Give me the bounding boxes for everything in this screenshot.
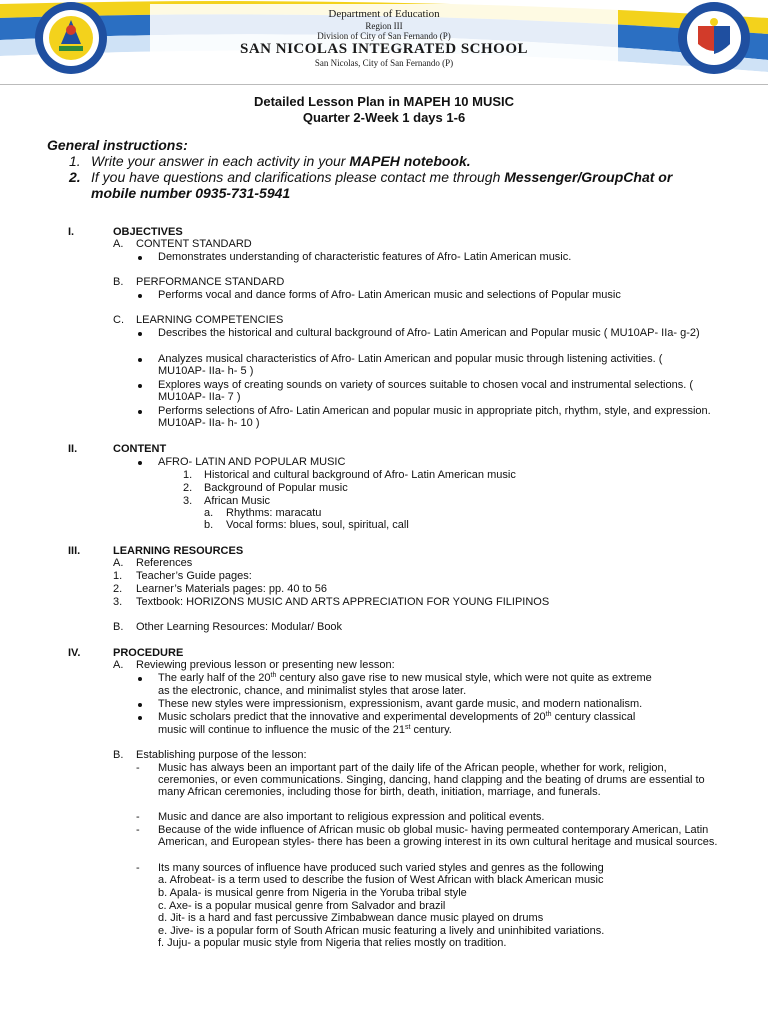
subsection-title: LEARNING COMPETENCIES	[136, 314, 284, 326]
list-item: AFRO- LATIN AND POPULAR MUSIC	[158, 456, 346, 468]
bullet-icon	[138, 294, 142, 298]
list-number: 1.	[183, 469, 193, 481]
instruction-number: 1.	[69, 153, 81, 169]
list-item: Describes the historical and cultural background of Afro- Latin American and Popular music ( MU10AP- IIa- g-2)	[158, 327, 700, 339]
subsection-title: Other Learning Resources: Modular/ Book	[136, 621, 343, 633]
dash-marker: -	[136, 862, 140, 874]
subsection-label: A.	[113, 557, 124, 569]
header-banner	[0, 0, 768, 82]
list-item: Rhythms: maracatu	[226, 507, 322, 519]
list-number: 2.	[183, 482, 193, 494]
list-item: Performs vocal and dance forms of Afro- Latin American music and selections of Popular music	[158, 289, 621, 301]
bullet-icon	[138, 410, 142, 414]
list-item: Historical and cultural background of Afro- Latin American music	[204, 469, 516, 481]
bullet-icon	[138, 256, 142, 260]
deped-seal-logo	[676, 0, 752, 76]
genre-item: d. Jit- is a hard and fast percussive Zimbabwean dance music played on drums	[158, 912, 544, 924]
section-heading: LEARNING RESOURCES	[113, 545, 244, 557]
dash-marker: -	[136, 762, 140, 774]
subsection-label: A.	[113, 238, 124, 250]
list-item: Explores ways of creating sounds on variety of sources suitable to chosen vocal and instrumental selections. ( MU10AP- IIa- 7 )	[158, 379, 693, 403]
region-name: Region III	[365, 21, 403, 31]
school-seal-logo	[33, 0, 109, 76]
genre-item: a. Afrobeat- is a term used to describe the fusion of West African with black American music	[158, 874, 604, 886]
bullet-icon	[138, 703, 142, 707]
bullet-icon	[138, 461, 142, 465]
bullet-icon	[138, 332, 142, 336]
list-item: Learner’s Materials pages: pp. 40 to 56	[136, 583, 327, 595]
list-item: Teacher’s Guide pages:	[136, 570, 252, 582]
list-item: Performs selections of Afro- Latin American and popular music in appropriate pitch, rhythm, style, and expression. MU10AP- IIa- h- 10 )	[158, 405, 711, 429]
section-number: II.	[68, 443, 78, 455]
instruction-number: 2.	[69, 169, 81, 185]
subsection-label: B.	[113, 621, 124, 633]
subsection-label: C.	[113, 314, 124, 326]
section-heading: CONTENT	[113, 443, 167, 455]
list-item: Textbook: HORIZONS MUSIC AND ARTS APPRECIATION FOR YOUNG FILIPINOS	[136, 596, 550, 608]
list-letter: b.	[204, 519, 214, 531]
list-item: Analyzes musical characteristics of Afro- Latin American and popular music through listening activities. ( MU10AP- IIa- h- 5 )	[158, 353, 663, 377]
bullet-icon	[138, 716, 142, 720]
paragraph: Its many sources of influence have produced such varied styles and genres as the following	[158, 862, 604, 874]
paragraph: Music has always been an important part of the daily life of the African people, whether for work, religion, ceremonies, or even communications. Singing, dancing, hand clapping and the beating of drums are essential to many African ceremonies, including those for birth, death, initiation, marriage, and funerals.	[158, 762, 705, 798]
section-heading: OBJECTIVES	[113, 226, 183, 238]
section-heading: PROCEDURE	[113, 647, 184, 659]
school-address: San Nicolas, City of San Fernando (P)	[314, 58, 454, 68]
section-number: IV.	[68, 647, 81, 659]
list-number: 2.	[113, 583, 123, 595]
list-item: African Music	[204, 495, 271, 507]
list-item: The early half of the 20th century also gave rise to new musical style, which were not quite as extreme	[158, 672, 652, 684]
list-letter: a.	[204, 507, 214, 519]
genre-item: e. Jive- is a popular form of South African music featuring a lively and uninhibited variations.	[158, 925, 605, 937]
paragraph: Because of the wide influence of African music ob global music- having permeated contemporary American, Latin American, and European styles- there has been a growing interest in its own cultural heritage and musical sources.	[158, 824, 718, 848]
list-number: 3.	[113, 596, 123, 608]
list-item: Music scholars predict that the innovative and experimental developments of 20th century classical	[158, 711, 636, 723]
department-name: Department of Education	[328, 8, 440, 20]
list-item-continued: music will continue to influence the music of the 21st century.	[158, 724, 452, 736]
genre-item: f. Juju- a popular music style from Nigeria that relies mostly on tradition.	[158, 937, 507, 949]
instructions-heading: General instructions:	[47, 137, 188, 153]
subsection-label: B.	[113, 276, 124, 288]
list-item-continued: as the electronic, chance, and minimalist styles that arose later.	[158, 685, 467, 697]
list-item: These new styles were impressionism, expressionism, avant garde music, and modern nationalism.	[158, 698, 643, 710]
bullet-icon	[138, 384, 142, 388]
lesson-plan-subtitle: Quarter 2-Week 1 days 1-6	[302, 110, 466, 125]
list-item: Background of Popular music	[204, 482, 348, 494]
division-name: Division of City of San Fernando (P)	[317, 31, 451, 41]
subsection-title: References	[136, 557, 193, 569]
subsection-title: CONTENT STANDARD	[136, 238, 252, 250]
lesson-plan-title: Detailed Lesson Plan in MAPEH 10 MUSIC	[253, 94, 515, 109]
list-item: Demonstrates understanding of characteristic features of Afro- Latin American music.	[158, 251, 572, 263]
header-divider	[0, 84, 768, 85]
school-name: SAN NICOLAS INTEGRATED SCHOOL	[239, 41, 529, 57]
subsection-title: Establishing purpose of the lesson:	[136, 749, 307, 761]
bullet-icon	[138, 677, 142, 681]
dash-marker: -	[136, 811, 140, 823]
list-number: 3.	[183, 495, 193, 507]
instruction-item-contact: mobile number 0935-731-5941	[91, 185, 291, 201]
paragraph: Music and dance are also important to religious expression and political events.	[158, 811, 545, 823]
list-number: 1.	[113, 570, 123, 582]
genre-item: b. Apala- is musical genre from Nigeria in the Yoruba tribal style	[158, 887, 467, 899]
header-text	[160, 8, 608, 68]
bullet-icon	[138, 358, 142, 362]
section-number: I.	[68, 226, 75, 238]
genre-item: c. Axe- is a popular musical genre from Salvador and brazil	[158, 900, 446, 912]
subsection-title: PERFORMANCE STANDARD	[136, 276, 285, 288]
instruction-item: Write your answer in each activity in your MAPEH notebook.	[91, 153, 471, 169]
list-item: Vocal forms: blues, soul, spiritual, call	[226, 519, 409, 531]
subsection-title: Reviewing previous lesson or presenting new lesson:	[136, 659, 395, 671]
dash-marker: -	[136, 824, 140, 836]
subsection-label: A.	[113, 659, 124, 671]
instruction-item: If you have questions and clarifications please contact me through Messenger/GroupChat or	[91, 169, 673, 185]
subsection-label: B.	[113, 749, 124, 761]
section-number: III.	[68, 545, 81, 557]
